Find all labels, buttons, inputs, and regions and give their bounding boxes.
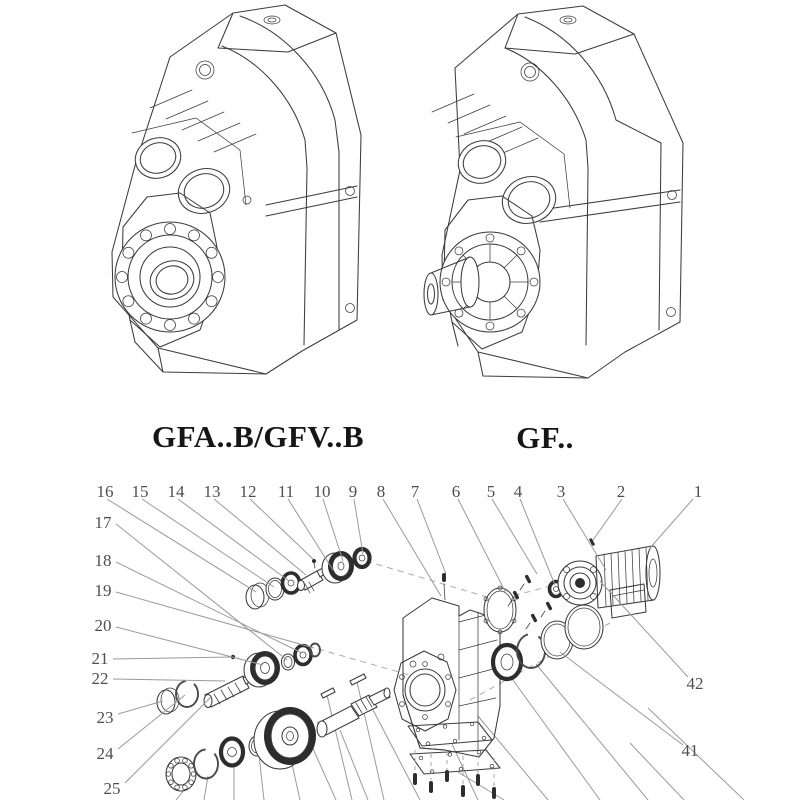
callout-number-11: 11 <box>277 482 295 501</box>
callout-number-21: 21 <box>91 649 109 668</box>
callout-leader-42 <box>600 581 688 677</box>
callout-number-10: 10 <box>313 482 331 501</box>
callout-number-14: 14 <box>167 482 185 501</box>
ball-bearing <box>283 573 300 593</box>
callout-number-4: 4 <box>513 482 523 501</box>
callout-leader-3 <box>563 499 606 570</box>
callout-number-7: 7 <box>410 482 420 501</box>
callout-leader-13 <box>214 499 306 575</box>
callout-leader-41 <box>560 652 683 745</box>
callout-number-42: 42 <box>686 674 704 693</box>
callout-leader-19 <box>116 592 314 648</box>
right-gearbox-drawing <box>424 6 683 378</box>
callout-leader-6 <box>458 499 507 595</box>
callout-leader-10 <box>323 499 343 561</box>
housing-bolts <box>413 750 496 799</box>
callout-number-20: 20 <box>94 616 112 635</box>
callout-number-17: 17 <box>94 513 112 532</box>
ball-bearing <box>355 549 370 567</box>
callout-number-24: 24 <box>96 744 114 763</box>
callout-number-3: 3 <box>556 482 566 501</box>
callout-number-16: 16 <box>96 482 114 501</box>
motor-end-cap <box>646 546 660 600</box>
shaft-key <box>350 674 366 685</box>
callout-leader-24 <box>118 695 185 749</box>
lower-shaft-cluster <box>166 674 390 791</box>
middle-shaft-cluster <box>157 644 320 715</box>
shaft-key <box>321 688 335 698</box>
callout-number-13: 13 <box>203 482 221 501</box>
upper-shaft-cluster <box>246 549 370 609</box>
callout-number-18: 18 <box>94 551 112 570</box>
callout-leader-5 <box>492 499 537 574</box>
callout-number-8: 8 <box>376 482 386 501</box>
callout-leader-14 <box>178 499 289 581</box>
callout-number-25: 25 <box>103 779 121 798</box>
callout-leader-1 <box>650 499 693 548</box>
callout-number-2: 2 <box>616 482 626 501</box>
callout-leader-4 <box>520 499 555 585</box>
callout-leader-23 <box>118 701 163 714</box>
callout-number-15: 15 <box>131 482 149 501</box>
electric-motor <box>558 546 660 618</box>
seal-ring <box>565 605 603 649</box>
callout-number-41: 41 <box>681 741 699 760</box>
callout-number-9: 9 <box>348 482 358 501</box>
callout-number-12: 12 <box>239 482 257 501</box>
ball-bearing <box>295 646 311 665</box>
callout-number-19: 19 <box>94 581 112 600</box>
callout-number-6: 6 <box>451 482 461 501</box>
motor-flange-gasket <box>484 586 516 634</box>
motor-shaft <box>575 578 585 588</box>
left-figure-label: GFA..B/GFV..B <box>151 419 365 454</box>
callout-number-1: 1 <box>693 482 703 501</box>
callout-number-22: 22 <box>91 669 109 688</box>
callout-leader-8 <box>383 499 441 596</box>
left-gearbox-drawing <box>112 5 361 374</box>
assembly-axis-dashed <box>318 649 420 678</box>
callout-leader-21 <box>113 657 232 659</box>
key-pin <box>312 559 316 563</box>
housing-bolt <box>442 573 446 582</box>
callout-leader-15 <box>142 499 274 587</box>
callout-leader-22 <box>113 679 225 681</box>
snap-ring <box>176 681 198 707</box>
callout-number-5: 5 <box>486 482 496 501</box>
ball-bearing <box>221 739 243 766</box>
callout-layer <box>92 482 704 798</box>
callout-leader-18 <box>116 562 302 653</box>
right-figure-label: GF.. <box>516 420 574 455</box>
exploded-view <box>92 482 745 800</box>
callout-leader-9 <box>354 499 363 554</box>
callout-leader-12 <box>250 499 313 559</box>
callout-leader-2 <box>593 499 622 540</box>
callout-number-23: 23 <box>96 708 114 727</box>
callout-leader-20 <box>116 627 263 665</box>
snap-ring <box>194 750 218 779</box>
callout-leader-16 <box>107 499 256 592</box>
